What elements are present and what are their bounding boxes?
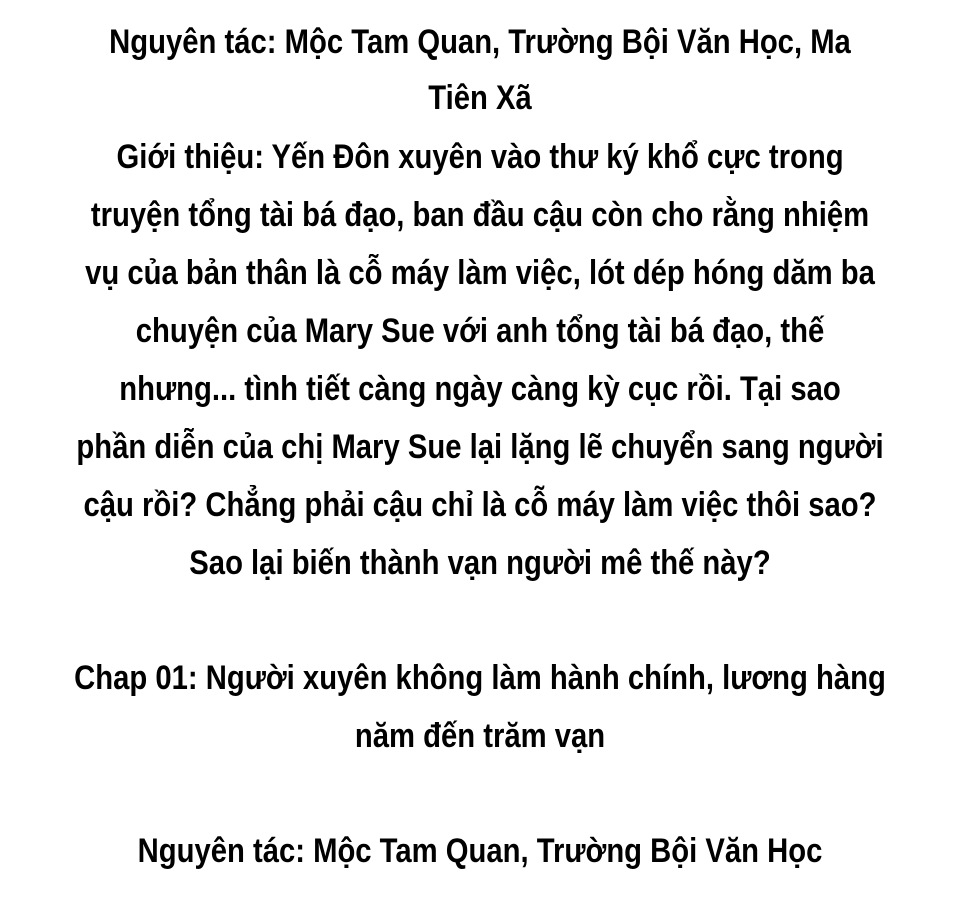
text-line-intro: Giới thiệu: Yến Đôn xuyên vào thư ký khổ cực trong [116, 138, 844, 176]
chapter-title-line-2: năm đến trăm vạn [354, 717, 606, 755]
text-line-intro-5: nhưng... tình tiết càng ngày càng kỳ cục rồi. Tại sao [119, 370, 841, 408]
text-line-intro-3: vụ của bản thân là cỗ máy làm việc, lót dép hóng dăm ba [85, 254, 875, 292]
chapter-title-line-1: Chap 01: Người xuyên không làm hành chính, lương hàng [74, 659, 886, 697]
text-line-intro-4: chuyện của Mary Sue với anh tổng tài bá đạo, thế [135, 312, 825, 350]
text-line-intro-7: cậu rồi? Chẳng phải cậu chỉ là cỗ máy làm việc thôi sao? [83, 486, 877, 524]
text-line-intro-2: truyện tổng tài bá đạo, ban đầu cậu còn cho rằng nhiệm [90, 196, 870, 234]
text-line-original-author: Nguyên tác: Mộc Tam Quan, Trường Bội Văn Học, Ma [109, 23, 851, 61]
text-line-intro-6: phần diễn của chị Mary Sue lại lặng lẽ chuyển sang người [76, 428, 884, 466]
text-line-intro-8: Sao lại biến thành vạn người mê thế này? [189, 544, 771, 582]
text-line-original-author-cont: Tiên Xã [428, 79, 532, 117]
text-line-original-author-repeat: Nguyên tác: Mộc Tam Quan, Trường Bội Văn Học [137, 832, 823, 870]
